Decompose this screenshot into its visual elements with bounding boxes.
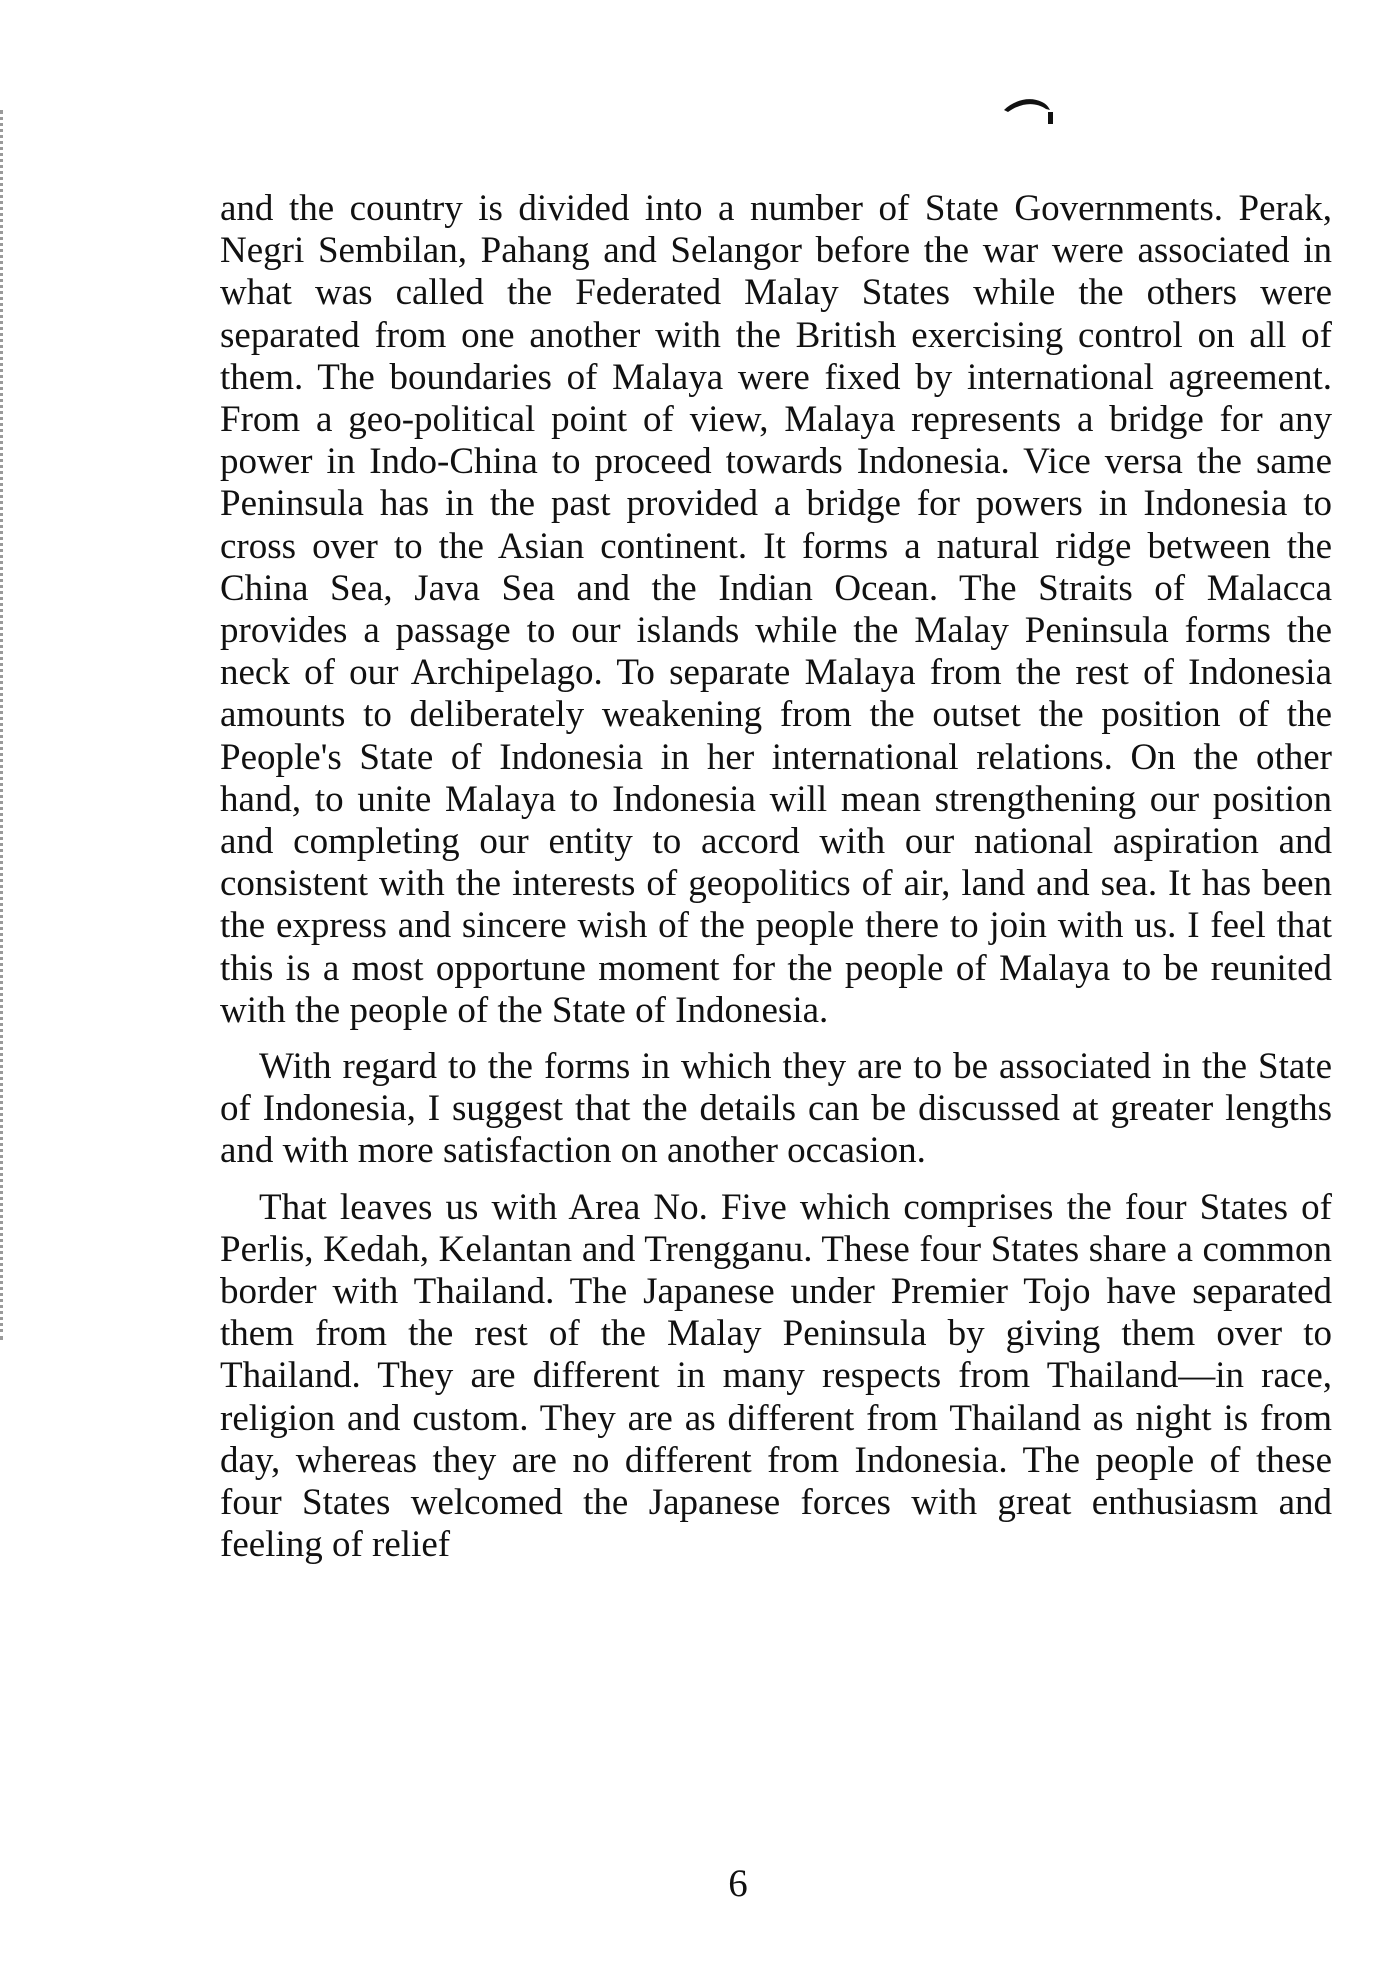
paragraph-area-five: That leaves us with Area No. Five which comprises the four States of Perlis, Kedah, Kelantan and Trengganu. These four States share a common border with Thailand. The Japanese under Premier Tojo have separated them from the rest of the Malay Peninsula by giving them over to Thailand. They are different in many respects from Thailand—in race, religion and custom. They are as different from Thailand as night is from day, whereas they are no different from Indonesia. The people of these four States welcomed the Japanese forces with great enthusiasm and feeling of relief <box>220 1186 1332 1566</box>
body-text <box>220 188 1332 1567</box>
ink-blot-mark <box>1000 92 1060 136</box>
paragraph-continuation: and the country is divided into a number of State Governments. Perak, Negri Sembilan, Pahang and Selangor before the war were associated in what was called the Federated Malay States while the others were separated from one another with the British exercising control on all of them. The boundaries of Malaya were fixed by international agreement. From a geo-political point of view, Malaya represents a bridge for any power in Indo-China to proceed towards Indonesia. Vice versa the same Peninsula has in the past provided a bridge for powers in Indonesia to cross over to the Asian continent. It forms a natural ridge between the China Sea, Java Sea and the Indian Ocean. The Straits of Malacca provides a passage to our islands while the Malay Peninsula forms the neck of our Archipelago. To separate Malaya from the rest of Indonesia amounts to deliberately weakening from the outset the position of the People's State of Indonesia in her international relations. On the other hand, to unite Malaya to Indonesia will mean strengthening our position and completing our entity to accord with our national aspiration and consistent with the interests of geopolitics of air, land and sea. It has been the express and sincere wish of the people there to join with us. I feel that this is a most opportune moment for the people of Malaya to be reunited with the people of the State of Indonesia. <box>220 188 1332 1031</box>
page-number: 6 <box>728 1862 748 1905</box>
paragraph-forms-of-association: With regard to the forms in which they are to be associated in the State of Indonesia, I suggest that the details can be discussed at greater lengths and with more satisfaction on another occasion. <box>220 1046 1332 1172</box>
scan-edge-marks <box>0 110 7 1340</box>
